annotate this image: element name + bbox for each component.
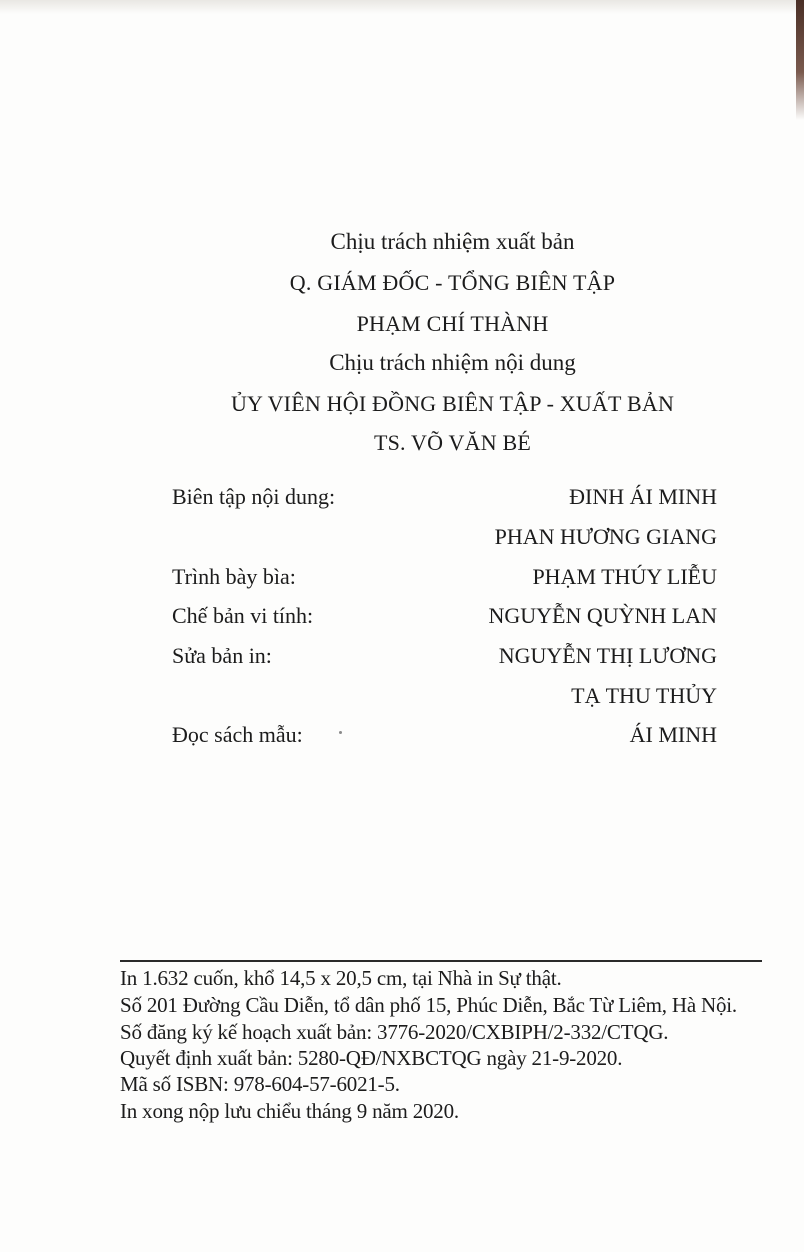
book-cover-edge — [796, 0, 804, 120]
credit-name: ĐINH ÁI MINH — [569, 484, 717, 509]
credit-name: NGUYỄN QUỲNH LAN — [488, 603, 717, 628]
publishing-responsibility-name: PHẠM CHÍ THÀNH — [356, 311, 549, 336]
content-responsibility-heading: Chịu trách nhiệm nội dung — [329, 350, 576, 375]
print-speck — [339, 731, 342, 734]
publishing-responsibility-title: Q. GIÁM ĐỐC - TỔNG BIÊN TẬP — [289, 270, 616, 295]
credit-label-sample-reading: Đọc sách mẫu: — [172, 722, 303, 747]
publishing-responsibility-heading: Chịu trách nhiệm xuất bản — [330, 229, 575, 254]
imprint-divider — [120, 960, 762, 962]
credit-label-content-editor: Biên tập nội dung: — [172, 484, 336, 509]
imprint-line: Mã số ISBN: 978-604-57-6021-5. — [120, 1072, 400, 1096]
credit-label-proofreading: Sửa bản in: — [172, 643, 272, 668]
page-top-shadow — [0, 0, 804, 14]
content-responsibility-name: TS. VÕ VĂN BÉ — [373, 430, 532, 455]
credit-label-cover-design: Trình bày bìa: — [172, 564, 296, 589]
credit-name: TẠ THU THỦY — [571, 683, 717, 708]
credit-name: ÁI MINH — [629, 722, 717, 747]
imprint-line: In xong nộp lưu chiểu tháng 9 năm 2020. — [120, 1099, 459, 1123]
content-responsibility-title: ỦY VIÊN HỘI ĐỒNG BIÊN TẬP - XUẤT BẢN — [230, 391, 675, 416]
credit-name: PHAN HƯƠNG GIANG — [494, 524, 717, 549]
imprint-line: Số 201 Đường Cầu Diễn, tổ dân phố 15, Phúc Diễn, Bắc Từ Liêm, Hà Nội. — [120, 993, 737, 1017]
imprint-line: Số đăng ký kế hoạch xuất bản: 3776-2020/CXBIPH/2-332/CTQG. — [120, 1020, 669, 1044]
credit-name: NGUYỄN THỊ LƯƠNG — [498, 643, 717, 668]
imprint-line: In 1.632 cuốn, khổ 14,5 x 20,5 cm, tại Nhà in Sự thật. — [120, 966, 562, 990]
credit-name: PHẠM THÚY LIỄU — [532, 564, 717, 589]
imprint-line: Quyết định xuất bản: 5280-QĐ/NXBCTQG ngày 21-9-2020. — [120, 1046, 623, 1070]
credit-label-typesetting: Chế bản vi tính: — [172, 603, 314, 628]
